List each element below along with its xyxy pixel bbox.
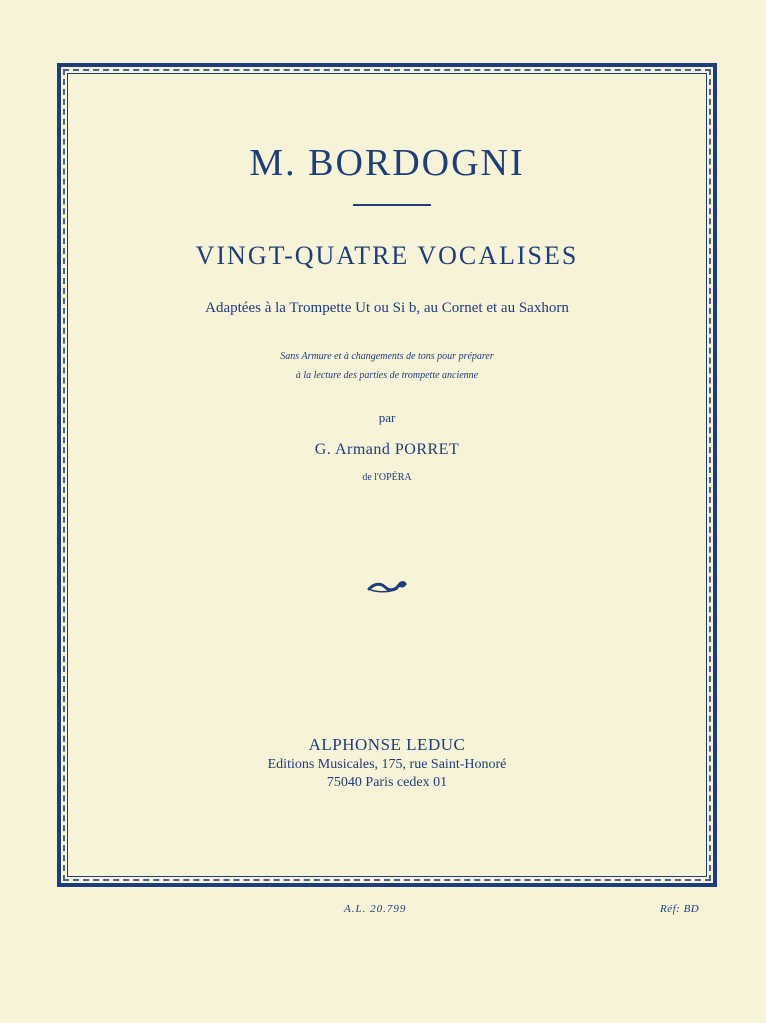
divider-rule <box>353 204 431 206</box>
publisher-name: ALPHONSE LEDUC <box>308 735 466 754</box>
work-title: VINGT-QUATRE VOCALISES <box>195 241 579 270</box>
arranger-affiliation: de l'OPÉRA <box>362 472 412 483</box>
description-line-1: Sans Armure et à changements de tons pour préparer <box>280 351 494 362</box>
publisher-address-line-2: 75040 Paris cedex 01 <box>326 775 448 790</box>
instrumentation-subtitle: Adaptées à la Trompette Ut ou Si b, au Cornet et au Saxhorn <box>205 300 569 316</box>
by-label: par <box>378 410 396 425</box>
composer-name: M. BORDOGNI <box>249 142 525 184</box>
flourish-ornament-icon <box>367 575 407 595</box>
catalog-number: A.L. 20.799 <box>344 903 407 915</box>
description-line-2: à la lecture des parties de trompette ancienne <box>295 370 479 381</box>
arranger-name: G. Armand PORRET <box>314 441 460 458</box>
publisher-address-line-1: Editions Musicales, 175, rue Saint-Honoré <box>267 757 507 772</box>
reference-code: Réf: BD <box>660 903 700 915</box>
title-page <box>57 63 717 887</box>
